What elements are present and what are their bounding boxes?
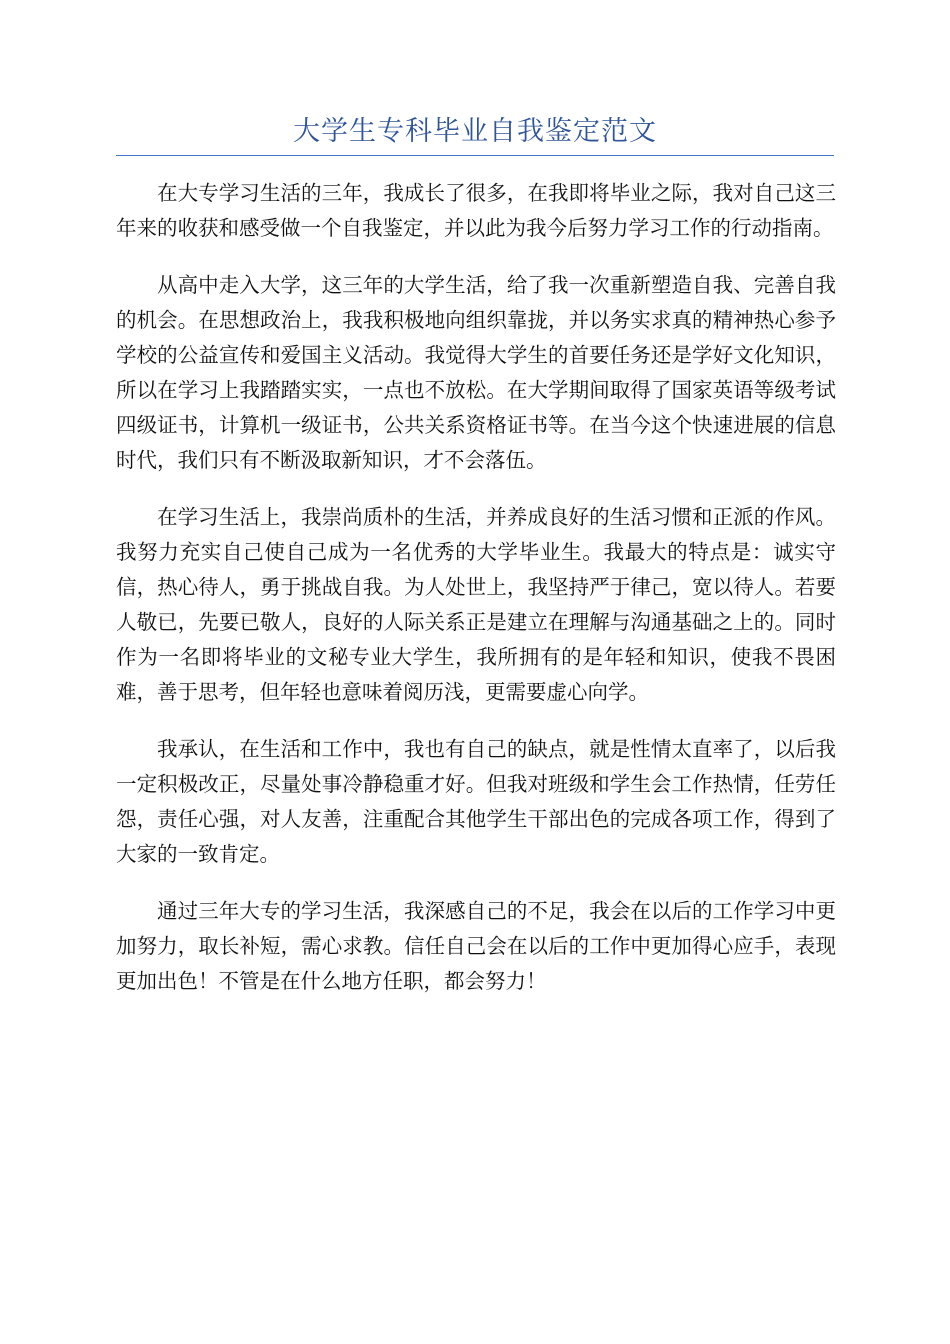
document-title: 大学生专科毕业自我鉴定范文	[293, 116, 657, 147]
title-underline	[116, 155, 834, 156]
paragraph-3: 在学习生活上，我崇尚质朴的生活，并养成良好的生活习惯和正派的作风。我努力充实自己使自己成为一名优秀的大学毕业生。我最大的特点是：诚实守信，热心待人，勇于挑战自我。为人处世上，我坚持严于律己，宽以待人。若要人敬已，先要已敬人，良好的人际关系正是建立在理解与沟通基础之上的。同时作为一名即将毕业的文秘专业大学生，我所拥有的是年轻和知识，使我不畏困难，善于思考，但年轻也意味着阅历浅，更需要虚心向学。	[116, 505, 836, 704]
paragraph-5: 通过三年大专的学习生活，我深感自己的不足，我会在以后的工作学习中更加努力，取长补短，需心求教。信任自己会在以后的工作中更加得心应手，表现更加出色！不管是在什么地方任职，都会努力！	[116, 899, 836, 993]
paragraph-1: 在大专学习生活的三年，我成长了很多，在我即将毕业之际，我对自己这三年来的收获和感受做一个自我鉴定，并以此为我今后努力学习工作的行动指南。	[116, 181, 836, 240]
document-body	[116, 176, 836, 1021]
paragraph-4: 我承认，在生活和工作中，我也有自己的缺点，就是性情太直率了，以后我一定积极改正，尽量处事冷静稳重才好。但我对班级和学生会工作热情，任劳任怨，责任心强，对人友善，注重配合其他学生干部出色的完成各项工作，得到了大家的一致肯定。	[116, 737, 836, 866]
paragraph-2: 从高中走入大学，这三年的大学生活，给了我一次重新塑造自我、完善自我的机会。在思想政治上，我我积极地向组织靠拢，并以务实求真的精神热心参予学校的公益宣传和爱国主义活动。我觉得大学生的首要任务还是学好文化知识，所以在学习上我踏踏实实，一点也不放松。在大学期间取得了国家英语等级考试四级证书，计算机一级证书，公共关系资格证书等。在当今这个快速进展的信息时代，我们只有不断汲取新知识，才不会落伍。	[116, 273, 836, 472]
